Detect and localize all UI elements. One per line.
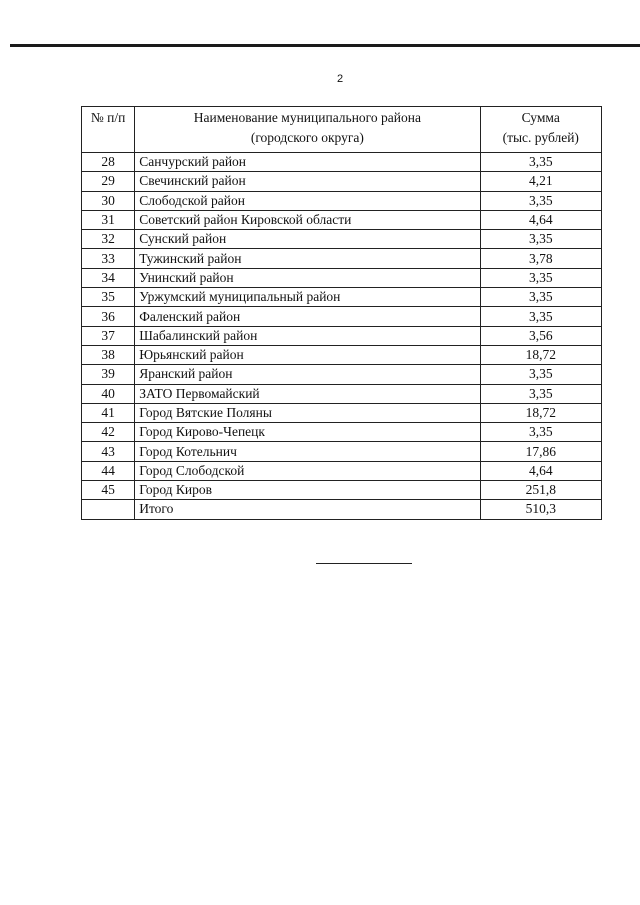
header-number — [82, 107, 135, 153]
row-district-name: Город Киров — [135, 481, 480, 500]
closing-line — [316, 563, 412, 564]
row-amount: 3,56 — [480, 326, 601, 345]
table-row — [82, 461, 602, 480]
table-row — [82, 230, 602, 249]
table-row — [82, 153, 602, 172]
row-number: 32 — [82, 230, 135, 249]
table-footer — [82, 500, 602, 519]
total-label: Итого — [135, 500, 480, 519]
row-amount: 3,35 — [480, 307, 601, 326]
row-amount: 3,78 — [480, 249, 601, 268]
row-number: 44 — [82, 461, 135, 480]
row-amount: 18,72 — [480, 345, 601, 364]
row-district-name: Тужинский район — [135, 249, 480, 268]
header-sum — [480, 107, 601, 153]
row-district-name: Унинский район — [135, 268, 480, 287]
row-number: 36 — [82, 307, 135, 326]
row-number: 37 — [82, 326, 135, 345]
header-name-line2: (городского округа) — [250, 130, 364, 145]
header-sum-line2: (тыс. рублей) — [502, 130, 579, 145]
row-amount: 3,35 — [480, 268, 601, 287]
table-row — [82, 423, 602, 442]
row-district-name: Уржумский муниципальный район — [135, 288, 480, 307]
row-district-name: Шабалинский район — [135, 326, 480, 345]
table-row — [82, 384, 602, 403]
table-row — [82, 210, 602, 229]
page-number: 2 — [336, 73, 344, 85]
total-number — [82, 500, 135, 519]
header-sum-line1: Сумма — [521, 110, 560, 125]
row-number: 35 — [82, 288, 135, 307]
row-district-name: Слободской район — [135, 191, 480, 210]
table-row — [82, 326, 602, 345]
row-district-name: Санчурский район — [135, 153, 480, 172]
row-amount: 3,35 — [480, 423, 601, 442]
amounts-table — [81, 106, 602, 520]
row-number: 30 — [82, 191, 135, 210]
row-amount: 18,72 — [480, 403, 601, 422]
table-row — [82, 249, 602, 268]
row-number: 28 — [82, 153, 135, 172]
table-row — [82, 403, 602, 422]
top-border-line — [10, 44, 640, 47]
row-amount: 3,35 — [480, 365, 601, 384]
table-row — [82, 481, 602, 500]
row-number: 45 — [82, 481, 135, 500]
row-amount: 3,35 — [480, 384, 601, 403]
row-district-name: Город Слободской — [135, 461, 480, 480]
header-name-line1: Наименование муниципального района — [193, 110, 421, 125]
row-district-name: Свечинский район — [135, 172, 480, 191]
row-number: 42 — [82, 423, 135, 442]
row-number: 34 — [82, 268, 135, 287]
row-number: 29 — [82, 172, 135, 191]
row-district-name: Яранский район — [135, 365, 480, 384]
row-district-name: Город Вятские Поляны — [135, 403, 480, 422]
table-row — [82, 345, 602, 364]
table-row — [82, 442, 602, 461]
row-number: 39 — [82, 365, 135, 384]
row-amount: 251,8 — [480, 481, 601, 500]
header-row — [82, 107, 602, 153]
row-amount: 3,35 — [480, 230, 601, 249]
table-header — [82, 107, 602, 153]
row-district-name: Город Котельнич — [135, 442, 480, 461]
row-number: 41 — [82, 403, 135, 422]
table-row — [82, 191, 602, 210]
row-district-name: Юрьянский район — [135, 345, 480, 364]
row-number: 40 — [82, 384, 135, 403]
row-district-name: ЗАТО Первомайский — [135, 384, 480, 403]
row-amount: 3,35 — [480, 288, 601, 307]
row-amount: 4,64 — [480, 210, 601, 229]
total-row — [82, 500, 602, 519]
row-amount: 4,21 — [480, 172, 601, 191]
row-amount: 3,35 — [480, 153, 601, 172]
row-district-name: Город Кирово-Чепецк — [135, 423, 480, 442]
table-row — [82, 288, 602, 307]
table-row — [82, 307, 602, 326]
row-number: 43 — [82, 442, 135, 461]
row-district-name: Фаленский район — [135, 307, 480, 326]
row-amount: 17,86 — [480, 442, 601, 461]
table-row — [82, 268, 602, 287]
header-number-label: № п/п — [90, 110, 126, 125]
row-amount: 3,35 — [480, 191, 601, 210]
row-number: 38 — [82, 345, 135, 364]
row-district-name: Советский район Кировской области — [135, 210, 480, 229]
row-number: 33 — [82, 249, 135, 268]
table-row — [82, 172, 602, 191]
row-amount: 4,64 — [480, 461, 601, 480]
table-row — [82, 365, 602, 384]
table-body — [82, 153, 602, 500]
total-sum: 510,3 — [480, 500, 601, 519]
row-district-name: Сунский район — [135, 230, 480, 249]
header-name — [135, 107, 480, 153]
row-number: 31 — [82, 210, 135, 229]
